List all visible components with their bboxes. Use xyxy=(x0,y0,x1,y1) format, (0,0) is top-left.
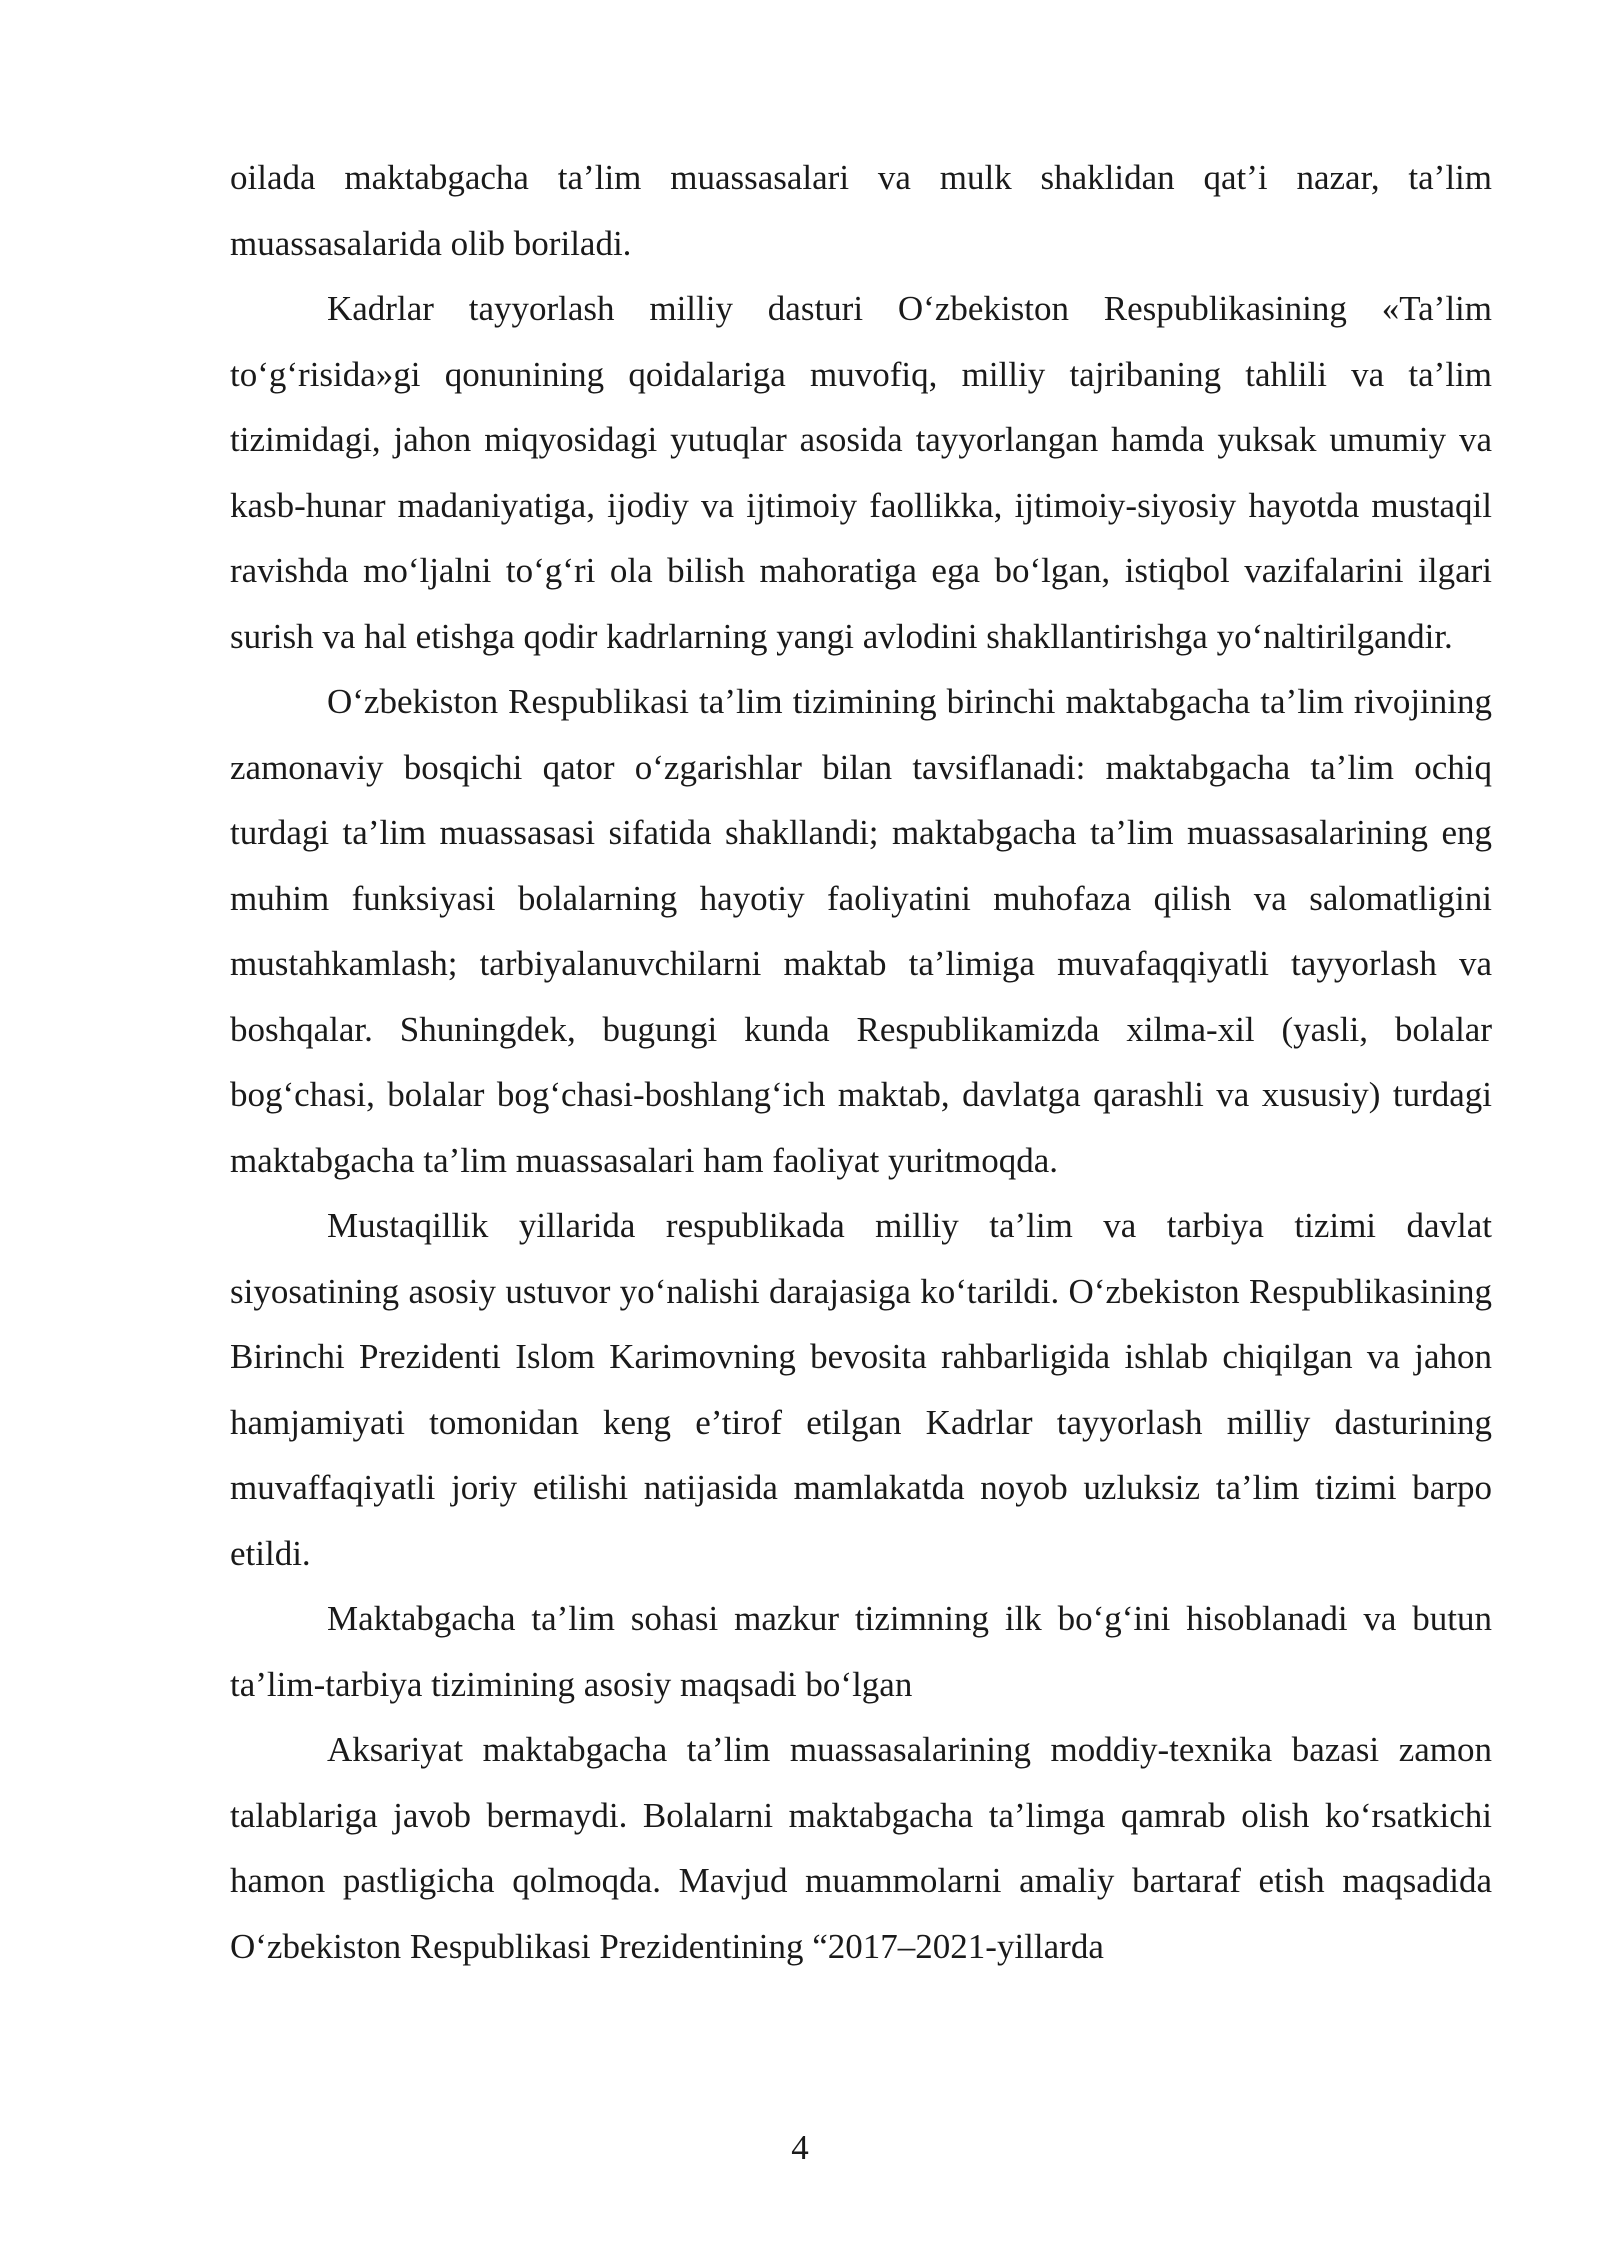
body-text xyxy=(230,145,1492,1979)
paragraph-3: O‘zbekiston Respublikasi ta’lim tizimining birinchi maktabgacha ta’lim rivojining zamonaviy bosqichi qator o‘zgarishlar bilan tavsiflanadi: maktabgacha ta’lim ochiq turdagi ta’lim muassasasi sifatida shakllandi; maktabgacha ta’lim muassasalarining eng muhim funksiyasi bolalarning hayotiy faoliyatini muhofaza qilish va salomatligini mustahkamlash; tarbiyalanuvchilarni maktab ta’limiga muvafaqqiyatli tayyorlash va boshqalar. Shuningdek, bugungi kunda Respublikamizda xilma-xil (yasli, bolalar bog‘chasi, bolalar bog‘chasi-boshlang‘ich maktab, davlatga qarashli va xususiy) turdagi maktabgacha ta’lim muassasalari ham faoliyat yuritmoqda. xyxy=(230,682,1492,1180)
paragraph-6: Aksariyat maktabgacha ta’lim muassasalarining moddiy-texnika bazasi zamon talablariga javob bermaydi. Bolalarni maktabgacha ta’limga qamrab olish ko‘rsatkichi hamon pastligicha qolmoqda. Mavjud muammolarni amaliy bartaraf etish maqsadida O‘zbekiston Respublikasi Prezidentining “2017–2021-yillarda xyxy=(230,1730,1492,1966)
paragraph-4: Mustaqillik yillarida respublikada milliy ta’lim va tarbiya tizimi davlat siyosatining asosiy ustuvor yo‘nalishi darajasiga ko‘tarildi. O‘zbekiston Respublikasining Birinchi Prezidenti Islom Karimovning bevosita rahbarligida ishlab chiqilgan va jahon hamjamiyati tomonidan keng e’tirof etilgan Kadrlar tayyorlash milliy dasturining muvaffaqiyatli joriy etilishi natijasida mamlakatda noyob uzluksiz ta’lim tizimi barpo etildi. xyxy=(230,1206,1492,1573)
paragraph-5: Maktabgacha ta’lim sohasi mazkur tizimning ilk bo‘g‘ini hisoblanadi va butun ta’lim-tarbiya tizimining asosiy maqsadi bo‘lgan xyxy=(230,1599,1492,1704)
page-number: 4 xyxy=(791,2128,809,2167)
paragraph-2: Kadrlar tayyorlash milliy dasturi O‘zbekiston Respublikasining «Ta’lim to‘g‘risida»gi qonunining qoidalariga muvofiq, milliy tajribaning tahlili va ta’lim tizimidagi, jahon miqyosidagi yutuqlar asosida tayyorlangan hamda yuksak umumiy va kasb-hunar madaniyatiga, ijodiy va ijtimoiy faollikka, ijtimoiy-siyosiy hayotda mustaqil ravishda mo‘ljalni to‘g‘ri ola bilish mahoratiga ega bo‘lgan, istiqbol vazifalarini ilgari surish va hal etishga qodir kadrlarning yangi avlodini shakllantirishga yo‘naltirilgandir. xyxy=(230,289,1492,656)
paragraph-1: oilada maktabgacha ta’lim muassasalari va mulk shaklidan qat’i nazar, ta’lim muassasalarida olib boriladi. xyxy=(230,158,1492,263)
